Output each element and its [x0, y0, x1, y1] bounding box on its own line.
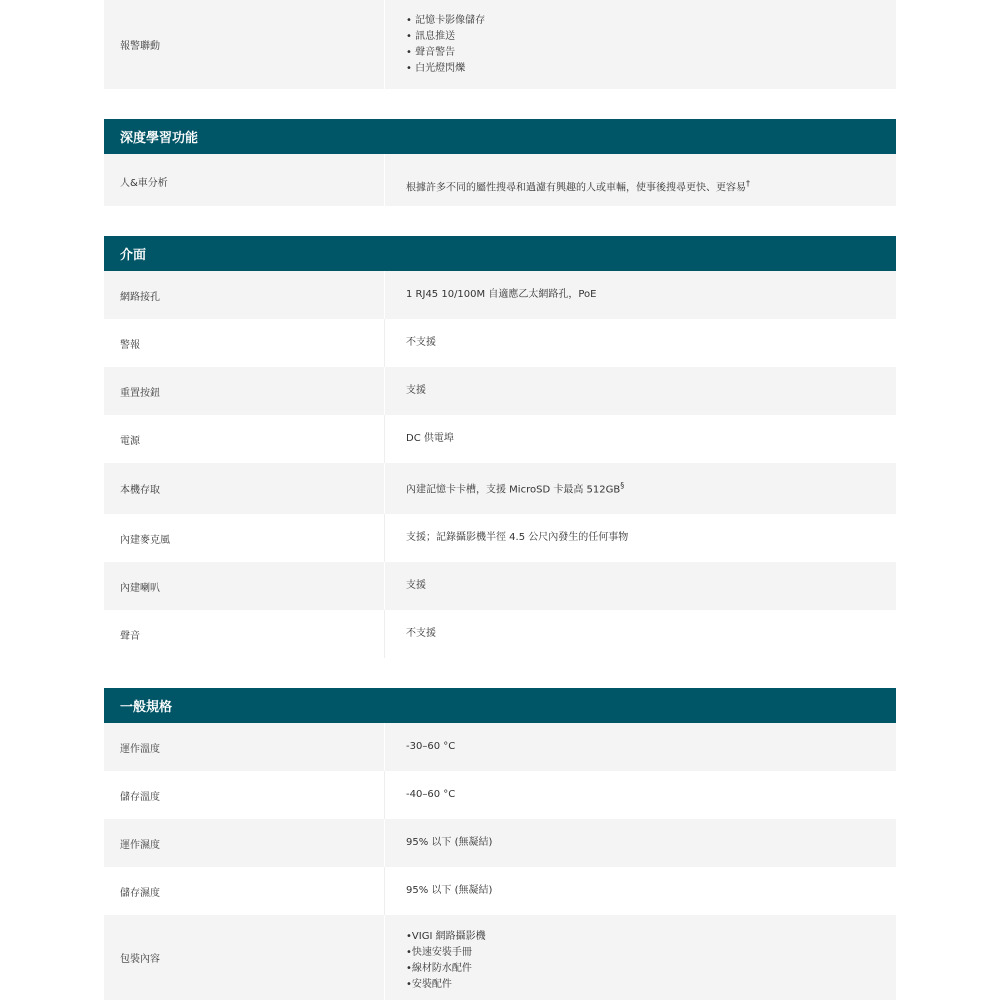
section-header-interface: 介面 — [104, 236, 896, 271]
spec-label: 運作溫度 — [120, 743, 160, 755]
spec-value: 1 RJ45 10/100M 自適應乙太網路孔，PoE — [406, 289, 597, 300]
spec-label: 警報 — [120, 339, 140, 351]
spec-row-operating-humidity — [104, 819, 896, 867]
spec-value-item: • 白光燈閃爍 — [406, 62, 466, 74]
spec-value: -30–60 °C — [406, 741, 456, 752]
spec-value: 內建記憶卡卡槽，支援 MicroSD 卡最高 512GB§ — [406, 481, 625, 496]
spec-value: 支援 — [406, 385, 426, 396]
spec-row-people-vehicle — [104, 154, 896, 206]
spec-value: 95% 以下 (無凝結) — [406, 885, 493, 896]
spec-value-item: •快速安裝手冊 — [406, 946, 472, 958]
spec-value: 95% 以下 (無凝結) — [406, 837, 493, 848]
spec-value-item: • 記憶卡影像儲存 — [406, 14, 486, 26]
spec-label: 本機存取 — [120, 485, 160, 496]
spec-label: 報警聯動 — [120, 41, 160, 52]
footnote-mark: § — [620, 481, 625, 491]
spec-row-audio — [104, 610, 896, 658]
spec-value-item: • 聲音警告 — [406, 46, 456, 58]
spec-value-list — [385, 915, 896, 1000]
spec-row-network-port — [104, 271, 896, 319]
spec-value: 根據許多不同的屬性搜尋和過濾有興趣的人或車輛，使事後搜尋更快、更容易† — [406, 179, 750, 194]
spec-row-reset-button — [104, 367, 896, 415]
spec-row-local-storage — [104, 463, 896, 514]
spec-row-microphone — [104, 514, 896, 562]
spec-row-storage-temp — [104, 771, 896, 819]
spec-row-power — [104, 415, 896, 463]
section-header-general: 一般規格 — [104, 688, 896, 723]
spec-label: 聲音 — [120, 630, 140, 642]
spec-value-item: •安裝配件 — [406, 978, 452, 990]
spec-label: 儲存濕度 — [120, 887, 160, 899]
spec-row-alarm-io — [104, 319, 896, 367]
spec-value-item: • 訊息推送 — [406, 30, 456, 42]
spec-row-storage-humidity — [104, 867, 896, 915]
spec-value: 不支援 — [406, 337, 436, 348]
spec-label: 電源 — [120, 435, 140, 447]
footnote-mark: † — [746, 179, 750, 188]
spec-value-item: •VIGI 網路攝影機 — [406, 930, 486, 942]
spec-value-item: •線材防水配件 — [406, 962, 472, 974]
section-header-deep-learning: 深度學習功能 — [104, 119, 896, 154]
spec-value: 支援 — [406, 580, 426, 591]
spec-row-alarm — [104, 0, 896, 89]
spec-row-package-contents — [104, 915, 896, 1000]
spec-value-list — [385, 0, 896, 89]
spec-label: 重置按鈕 — [120, 387, 160, 399]
spec-label: 內建喇叭 — [120, 582, 160, 594]
spec-value: 支援；記錄攝影機半徑 4.5 公尺內發生的任何事物 — [406, 532, 629, 543]
spec-label: 內建麥克風 — [120, 534, 170, 546]
spec-row-operating-temp — [104, 723, 896, 771]
spec-value: DC 供電埠 — [406, 433, 454, 444]
spec-label: 儲存溫度 — [120, 791, 160, 803]
spec-label: 包裝內容 — [120, 954, 160, 965]
spec-value: 不支援 — [406, 628, 436, 639]
spec-label: 人&車分析 — [120, 178, 168, 189]
spec-value: -40–60 °C — [406, 789, 456, 800]
spec-label: 運作濕度 — [120, 839, 160, 851]
spec-label: 網路接孔 — [120, 291, 160, 303]
spec-row-speaker — [104, 562, 896, 610]
